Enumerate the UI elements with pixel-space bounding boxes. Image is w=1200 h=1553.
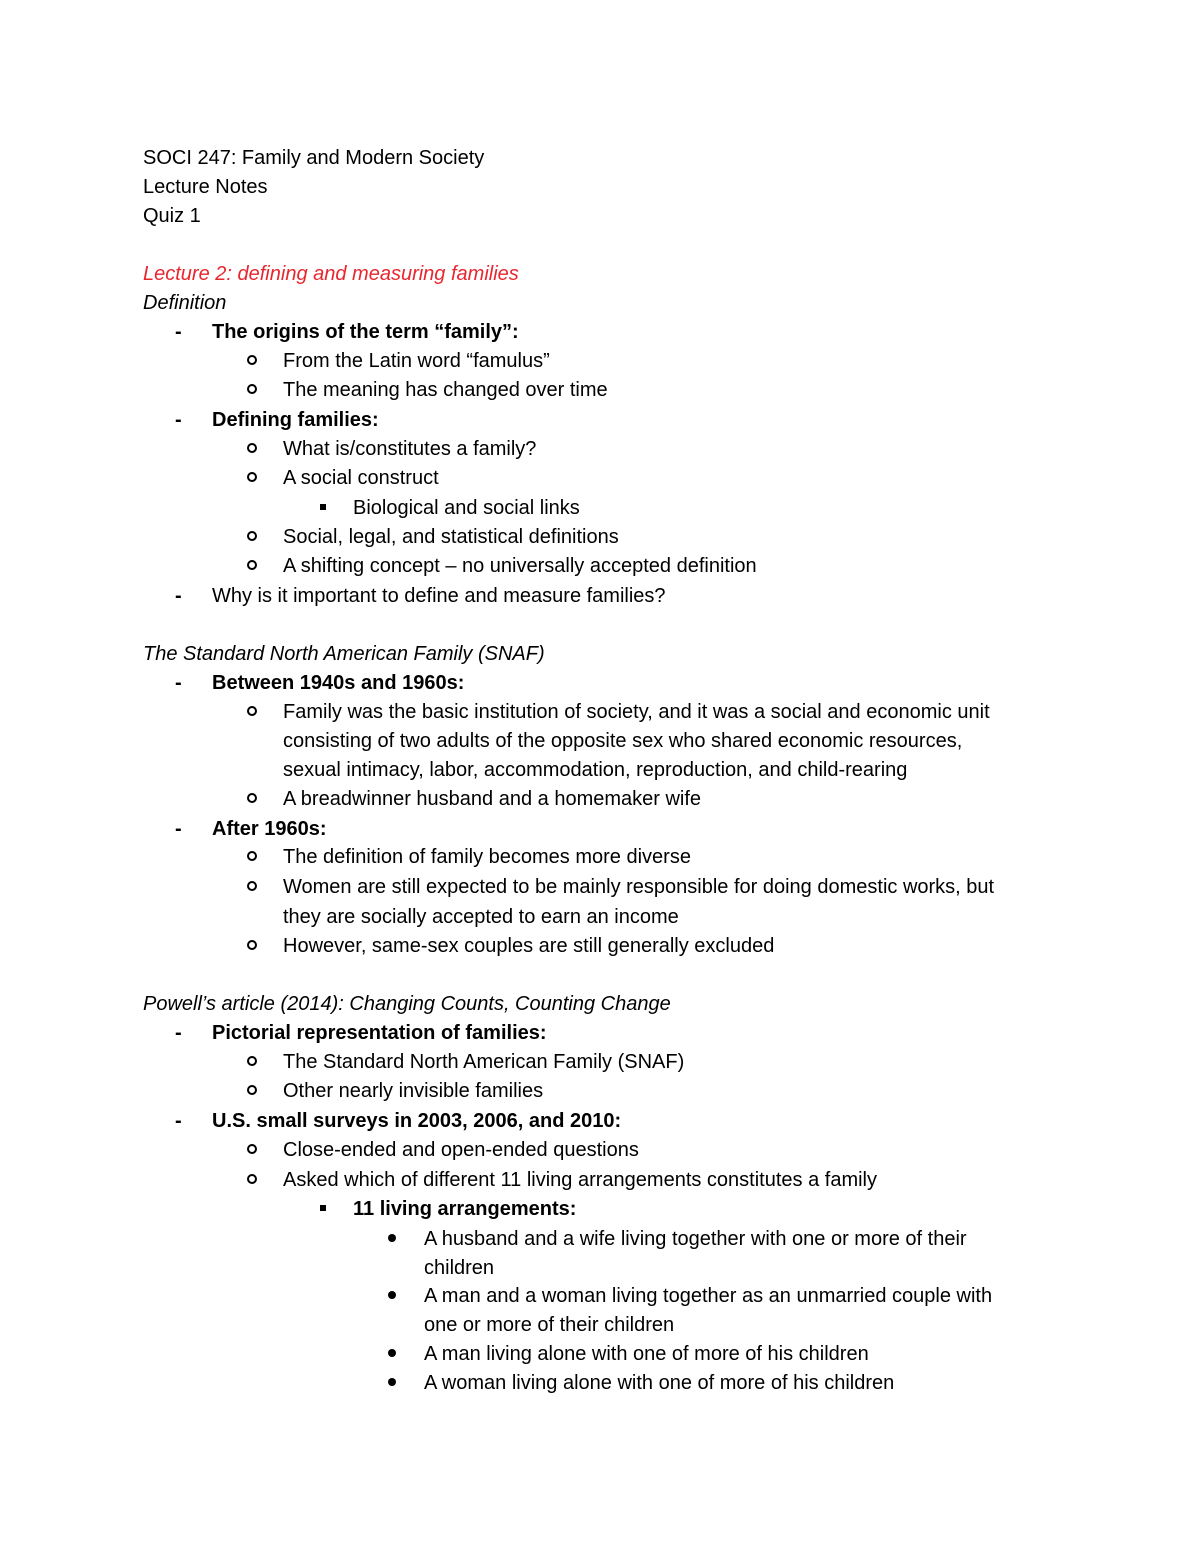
dot-bullet <box>388 1342 396 1366</box>
dash-bullet: - <box>175 409 182 431</box>
list-item: Women are still expected to be mainly responsible for doing domestic works, but <box>283 876 995 898</box>
dot-bullet <box>388 1284 396 1308</box>
dash-bullet: - <box>175 672 182 694</box>
list-item: A social construct <box>283 467 439 489</box>
list-item-continued: they are socially accepted to earn an income <box>283 906 679 928</box>
list-item: A breadwinner husband and a homemaker wife <box>283 788 702 810</box>
defining-item: Defining families: <box>212 409 379 431</box>
list-item: The definition of family becomes more diverse <box>283 846 691 868</box>
list-item: A husband and a wife living together with one or more of their <box>424 1228 967 1250</box>
list-item: Close-ended and open-ended questions <box>283 1139 639 1161</box>
circle-bullet <box>247 378 257 402</box>
list-item: From the Latin word “famulus” <box>283 350 550 372</box>
circle-bullet <box>247 787 257 811</box>
circle-bullet <box>247 466 257 490</box>
list-item: A shifting concept – no universally accepted definition <box>283 555 757 577</box>
list-item-continued: consisting of two adults of the opposite sex who shared economic resources, <box>283 730 963 752</box>
square-bullet <box>320 496 326 520</box>
dash-bullet: - <box>175 818 182 840</box>
dash-bullet: - <box>175 1110 182 1132</box>
snaf-heading: The Standard North American Family (SNAF) <box>143 643 545 665</box>
list-item-continued: one or more of their children <box>424 1314 675 1336</box>
circle-bullet <box>247 349 257 373</box>
list-item: Social, legal, and statistical definitions <box>283 526 619 548</box>
circle-bullet <box>247 845 257 869</box>
circle-bullet <box>247 525 257 549</box>
lecture-title: Lecture 2: defining and measuring families <box>143 263 519 285</box>
circle-bullet <box>247 1168 257 1192</box>
origins-item: The origins of the term “family”: <box>212 321 519 343</box>
after-item: After 1960s: <box>212 818 327 840</box>
course-title: SOCI 247: Family and Modern Society <box>143 147 485 169</box>
list-item: Other nearly invisible families <box>283 1080 544 1102</box>
circle-bullet <box>247 1079 257 1103</box>
list-item: However, same-sex couples are still generally excluded <box>283 935 775 957</box>
surveys-item: U.S. small surveys in 2003, 2006, and 2010: <box>212 1110 622 1132</box>
dot-bullet <box>388 1371 396 1395</box>
dash-bullet: - <box>175 1022 182 1044</box>
circle-bullet <box>247 700 257 724</box>
circle-bullet <box>247 875 257 899</box>
list-item-continued: children <box>424 1257 495 1279</box>
circle-bullet <box>247 554 257 578</box>
circle-bullet <box>247 1138 257 1162</box>
dash-bullet: - <box>175 585 182 607</box>
circle-bullet <box>247 1050 257 1074</box>
quiz-label: Quiz 1 <box>143 205 201 227</box>
notes-subtitle: Lecture Notes <box>143 176 268 198</box>
between-item: Between 1940s and 1960s: <box>212 672 465 694</box>
list-item: Biological and social links <box>353 497 580 519</box>
why-item: Why is it important to define and measure families? <box>212 585 666 607</box>
definition-heading: Definition <box>143 292 227 314</box>
list-item: What is/constitutes a family? <box>283 438 537 460</box>
pictorial-item: Pictorial representation of families: <box>212 1022 547 1044</box>
dash-bullet: - <box>175 321 182 343</box>
list-item-continued: sexual intimacy, labor, accommodation, reproduction, and child-rearing <box>283 759 908 781</box>
list-item: Family was the basic institution of society, and it was a social and economic unit <box>283 701 990 723</box>
square-bullet <box>320 1197 326 1221</box>
list-item: A man living alone with one of more of his children <box>424 1343 869 1365</box>
circle-bullet <box>247 437 257 461</box>
arrangements-item: 11 living arrangements: <box>353 1198 577 1220</box>
list-item: The Standard North American Family (SNAF) <box>283 1051 685 1073</box>
list-item: A man and a woman living together as an unmarried couple with <box>424 1285 993 1307</box>
list-item: Asked which of different 11 living arrangements constitutes a family <box>283 1169 878 1191</box>
list-item: The meaning has changed over time <box>283 379 608 401</box>
circle-bullet <box>247 934 257 958</box>
powell-heading: Powell’s article (2014): Changing Counts, Counting Change <box>143 993 671 1015</box>
list-item: A woman living alone with one of more of his children <box>424 1372 895 1394</box>
dot-bullet <box>388 1227 396 1251</box>
